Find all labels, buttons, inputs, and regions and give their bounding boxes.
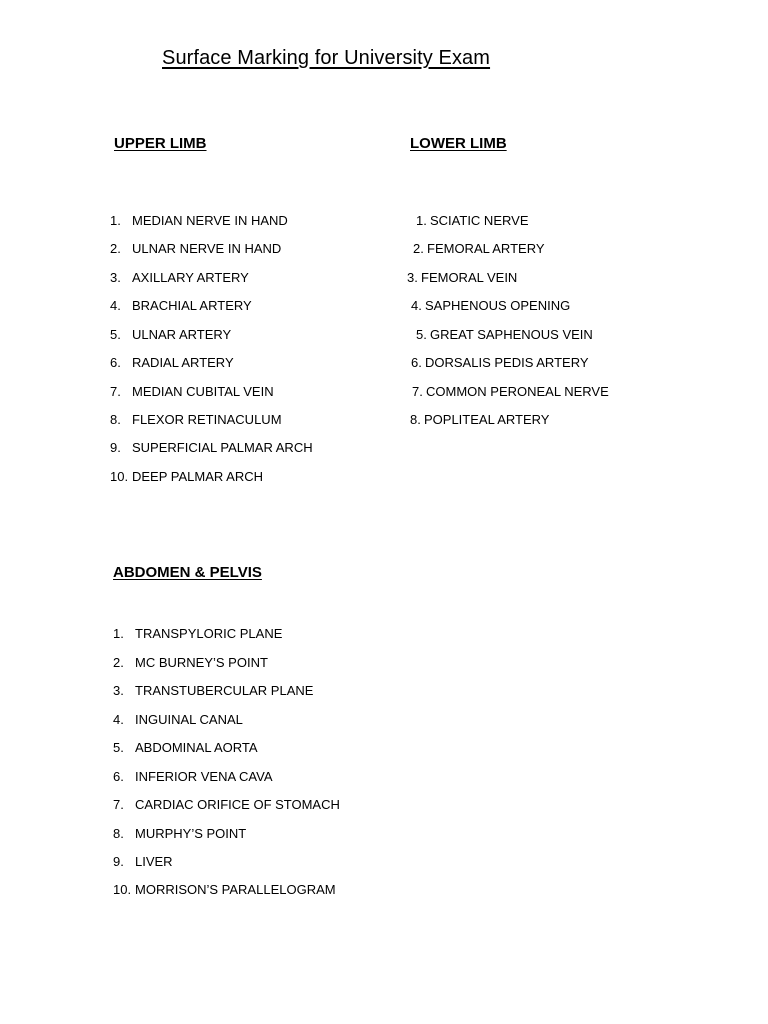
abdomen-pelvis-heading: ABDOMEN & PELVIS — [113, 564, 262, 581]
item-text: LIVER — [135, 854, 173, 869]
item-text: SCIATIC NERVE — [430, 213, 529, 228]
abdomen-pelvis-item — [113, 683, 313, 699]
item-number: 3. — [407, 270, 418, 285]
item-text: GREAT SAPHENOUS VEIN — [430, 327, 593, 342]
item-number: 4. — [110, 298, 121, 313]
lower-limb-item — [412, 384, 609, 400]
upper-limb-item — [110, 412, 282, 428]
lower-limb-item — [411, 355, 589, 371]
item-number: 8. — [410, 412, 421, 427]
item-text: ABDOMINAL AORTA — [135, 740, 258, 755]
item-number: 8. — [113, 826, 124, 841]
lower-limb-item — [407, 270, 517, 286]
item-number: 10. — [113, 882, 132, 897]
item-text: MEDIAN CUBITAL VEIN — [132, 384, 274, 399]
item-number: 4. — [113, 712, 124, 727]
item-number: 2. — [113, 655, 124, 670]
lower-limb-item — [416, 213, 528, 229]
upper-limb-item — [110, 440, 313, 456]
page-title: Surface Marking for University Exam — [162, 47, 491, 69]
item-text: INFERIOR VENA CAVA — [135, 769, 273, 784]
item-number: 1. — [416, 213, 427, 228]
item-text: CARDIAC ORIFICE OF STOMACH — [135, 797, 340, 812]
item-text: MEDIAN NERVE IN HAND — [132, 213, 288, 228]
lower-limb-item — [410, 412, 549, 428]
item-text: TRANSTUBERCULAR PLANE — [135, 683, 314, 698]
upper-limb-item — [110, 384, 274, 400]
abdomen-pelvis-item — [113, 712, 243, 728]
item-text: BRACHIAL ARTERY — [132, 298, 252, 313]
item-text: COMMON PERONEAL NERVE — [426, 384, 609, 399]
abdomen-pelvis-item — [113, 826, 246, 842]
upper-limb-item — [110, 213, 288, 229]
item-number: 6. — [113, 769, 124, 784]
item-text: FLEXOR RETINACULUM — [132, 412, 282, 427]
item-text: TRANSPYLORIC PLANE — [135, 626, 283, 641]
item-text: FEMORAL ARTERY — [427, 241, 545, 256]
item-text: DORSALIS PEDIS ARTERY — [425, 355, 589, 370]
item-number: 2. — [413, 241, 424, 256]
item-number: 7. — [110, 384, 121, 399]
item-number: 9. — [113, 854, 124, 869]
abdomen-pelvis-item — [113, 797, 340, 813]
item-number: 7. — [412, 384, 423, 399]
item-number: 8. — [110, 412, 121, 427]
item-number: 5. — [113, 740, 124, 755]
item-text: MC BURNEY’S POINT — [135, 655, 268, 670]
item-number: 3. — [113, 683, 124, 698]
abdomen-pelvis-item — [113, 740, 258, 756]
lower-limb-item — [413, 241, 545, 257]
lower-limb-item — [416, 327, 593, 343]
abdomen-pelvis-item — [113, 882, 336, 898]
upper-limb-item — [110, 327, 231, 343]
item-number: 6. — [110, 355, 121, 370]
upper-limb-item — [110, 270, 249, 286]
upper-limb-item — [110, 241, 281, 257]
upper-limb-item — [110, 469, 263, 485]
upper-limb-item — [110, 355, 234, 371]
item-number: 1. — [110, 213, 121, 228]
abdomen-pelvis-item — [113, 626, 282, 642]
item-number: 4. — [411, 298, 422, 313]
item-text: ULNAR ARTERY — [132, 327, 232, 342]
item-number: 5. — [416, 327, 427, 342]
item-number: 2. — [110, 241, 121, 256]
item-number: 9. — [110, 440, 121, 455]
item-number: 10. — [110, 469, 129, 484]
item-text: ULNAR NERVE IN HAND — [132, 241, 282, 256]
item-text: AXILLARY ARTERY — [132, 270, 249, 285]
item-number: 7. — [113, 797, 124, 812]
item-text: POPLITEAL ARTERY — [424, 412, 550, 427]
lower-limb-item — [411, 298, 570, 314]
item-number: 5. — [110, 327, 121, 342]
item-text: SAPHENOUS OPENING — [425, 298, 571, 313]
upper-limb-item — [110, 298, 252, 314]
item-text: DEEP PALMAR ARCH — [132, 469, 264, 484]
item-text: SUPERFICIAL PALMAR ARCH — [132, 440, 313, 455]
lower-limb-heading: LOWER LIMB — [410, 135, 507, 152]
item-number: 6. — [411, 355, 422, 370]
item-number: 1. — [113, 626, 124, 641]
item-text: INGUINAL CANAL — [135, 712, 243, 727]
abdomen-pelvis-item — [113, 655, 268, 671]
item-text: MURPHY’S POINT — [135, 826, 247, 841]
abdomen-pelvis-item — [113, 769, 273, 785]
item-number: 3. — [110, 270, 121, 285]
upper-limb-heading: UPPER LIMB — [114, 135, 207, 152]
item-text: RADIAL ARTERY — [132, 355, 234, 370]
abdomen-pelvis-item — [113, 854, 173, 870]
item-text: FEMORAL VEIN — [421, 270, 518, 285]
item-text: MORRISON’S PARALLELOGRAM — [135, 882, 336, 897]
